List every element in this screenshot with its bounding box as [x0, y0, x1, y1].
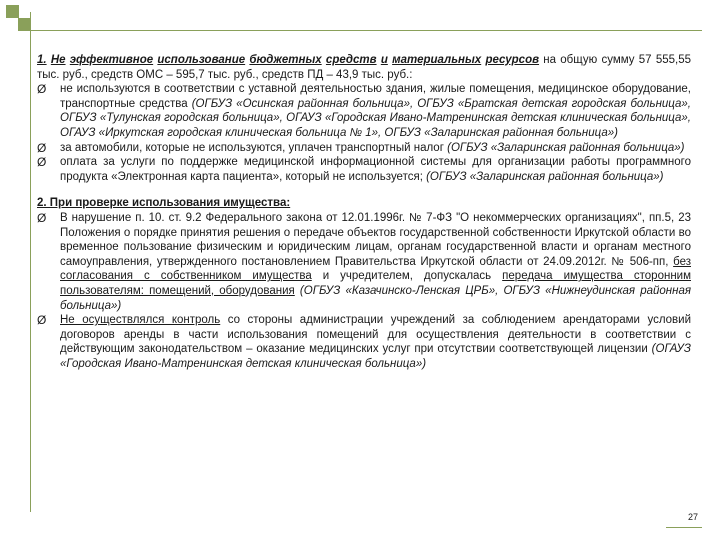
bullet-institutions: (ОГБУЗ «Заларинская районная больница») — [447, 141, 685, 154]
page-number: 27 — [687, 512, 698, 522]
bullet-underlined-text: передача имущества сторонним пользователям: помещений, оборудования — [60, 270, 691, 297]
bullet-underlined-text: Не осуществлялся контроль — [60, 314, 221, 327]
bullet-institutions: (ОГБУЗ «Осинская районная больница», ОГБУЗ «Братская детская городская больница», ОГБУЗ «Тулунская городская больница», ОГАУЗ «Городская Ивано-Матренинская детская клиническая больница», ОГАУЗ «Иркутская городская клиническая больница № 1», ОГБУЗ «Заларинская районная больница») — [60, 97, 691, 139]
bullet-text: В нарушение п. 10. ст. 9.2 Федерального закона от 12.01.1996г. № 7-ФЗ "О некоммерческих организациях", пп.5, 23 Положения о порядке принятия решения о передаче объектов государственной собственности Иркутской области во временное пользование физическим и юридическим лицам, органам государственной власти и органам местного самоуправления, утвержденного постановлением Правительства Иркутской области от 24.09.2012г. № 506-пп, — [60, 211, 691, 268]
corner-square-decoration — [6, 5, 19, 18]
section1-title-word: материальных — [392, 54, 482, 66]
list-item — [37, 313, 691, 371]
slide-content — [37, 53, 691, 371]
bullet-underlined-text: без согласования с собственником имущества — [60, 255, 691, 283]
bullet-institutions: (ОГАУЗ «Городская Ивано-Матренинская детская клиническая больница») — [60, 343, 691, 370]
frame-left-line — [30, 12, 31, 512]
frame-top-line — [20, 30, 702, 31]
page-number-underline — [666, 527, 702, 528]
list-item — [37, 211, 691, 313]
bullet-text: оплата за услуги по поддержке медицинской информационной системы для организации работы программного продукта «Электронная карта пациента», который не используется; — [60, 156, 691, 183]
bullet-text: за автомобили, которые не используются, уплачен транспортный налог — [60, 141, 444, 154]
corner-square-decoration — [18, 18, 31, 31]
section2-title: 2. При проверке использования имущества: — [37, 197, 291, 210]
section1-title-word: Не — [50, 54, 66, 66]
section1-title-word: и — [380, 54, 388, 66]
arrow-bullet-icon: Ø — [37, 155, 47, 170]
arrow-bullet-icon: Ø — [37, 210, 47, 225]
section1-title-word: бюджетных — [249, 54, 322, 66]
section1-title-word: использование — [157, 54, 246, 66]
bullet-text: и учредителем, допускалась — [322, 270, 492, 283]
section1-number: 1. — [37, 54, 47, 66]
bullet-text: со стороны администрации учреждений за соблюдением арендаторами условий договоров аренды в части использования помещений для осуществления деятельности в соответствии с действующим законодательством – оказание медицинских услуг при отсутствии соответствующей лицензии — [60, 314, 692, 356]
section1-title-word: средств — [325, 54, 377, 66]
section1-title-word: эффективное — [69, 54, 154, 66]
section1-intro — [37, 53, 691, 82]
arrow-bullet-icon: Ø — [37, 140, 47, 155]
list-item — [37, 155, 691, 184]
section1-title-word: ресурсов — [485, 54, 540, 66]
bullet-institutions: (ОГБУЗ «Заларинская районная больница») — [426, 170, 664, 183]
list-item — [37, 141, 691, 156]
bullet-institutions: (ОГБУЗ «Казачинско-Ленская ЦРБ», ОГБУЗ «Нижнеудинская районная больница») — [60, 284, 691, 312]
arrow-bullet-icon: Ø — [37, 313, 47, 328]
section1-intro-text: на общую сумму 57 555,55 тыс. руб., средств ОМС – 595,7 тыс. руб., средств ПД – 43,9 тыс. руб.: — [37, 54, 691, 81]
bullet-text: не используются в соответствии с уставной деятельностью здания, жилые помещения, медицинское оборудование, транспортные средства — [60, 83, 691, 110]
list-item — [37, 82, 691, 140]
arrow-bullet-icon: Ø — [37, 82, 47, 97]
